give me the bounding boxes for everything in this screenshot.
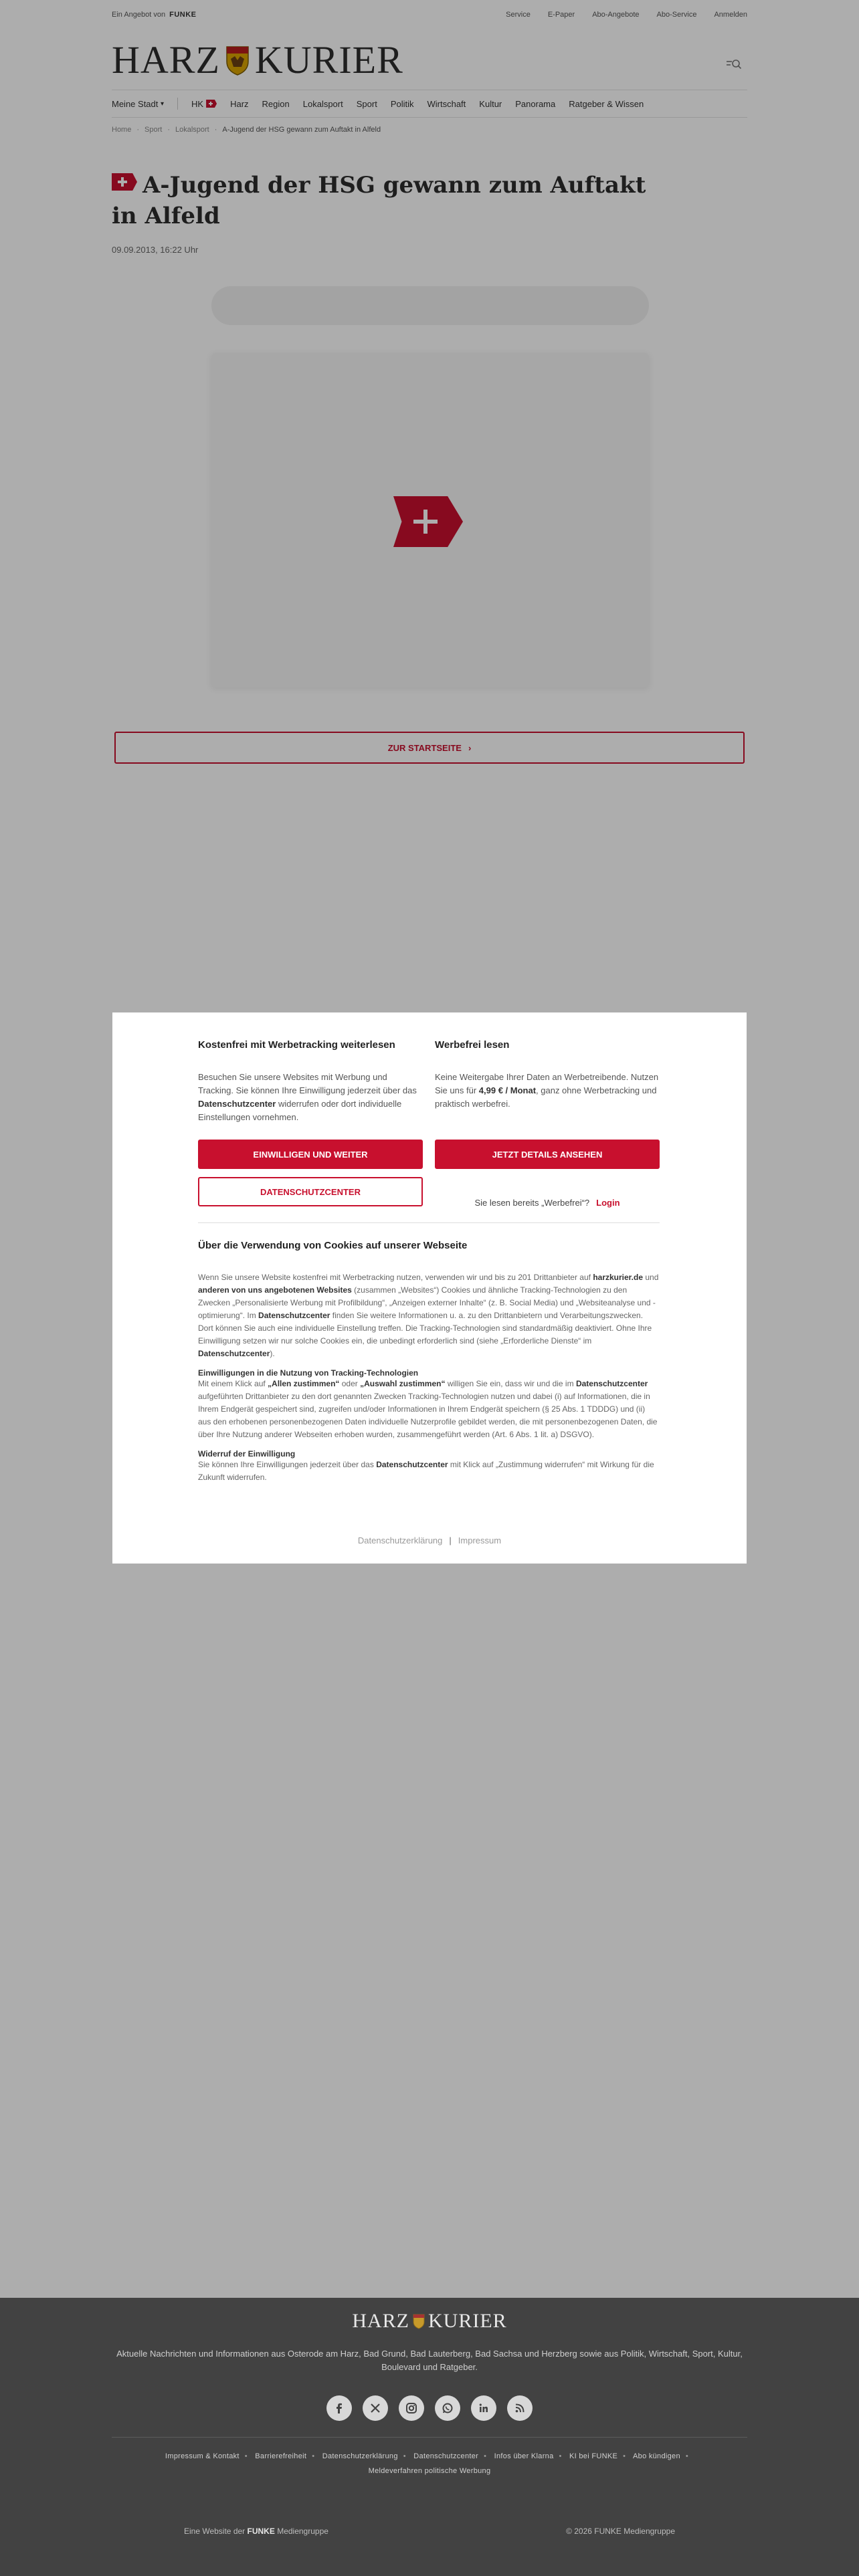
footer-link-klarna[interactable]: Infos über Klarna bbox=[494, 2452, 554, 2460]
consent-option-adfree bbox=[435, 1039, 660, 1111]
crest-icon bbox=[413, 2313, 425, 2329]
link-separator: | bbox=[449, 1535, 452, 1545]
consent-option-tracking bbox=[198, 1039, 423, 1124]
privacy-policy-link[interactable]: Datenschutzerklärung bbox=[357, 1535, 443, 1545]
x-icon[interactable] bbox=[363, 2395, 388, 2421]
footer-divider bbox=[112, 2437, 747, 2438]
cookie-info-paragraph-1: Wenn Sie unsere Website kostenfrei mit Werbetracking nutzen, verwenden wir und bis zu 201 Drittanbieter auf harzkurier.de und anderen von uns angebotenen Websites (zusammen „Websites“) Cookies und ähnliche Tracking-Technologien zu den Zwecken „Personalisierte Werbung mit Profilbildung“, „Anzeigen externer Inhalte“ (z. B. Social Media) und „Websiteanalyse und -optimierung“. Im Datenschutzcenter finden Sie weitere Informationen u. a. zu den Drittanbietern und Verarbeitungszwecken. Dort können Sie auch eine individuelle Einstellung treffen. Die Tracking-Technologien sind standardmäßig deaktiviert. Ohne Ihre Einwilligung setzen wir nur solche Cookies ein, die unbedingt erforderlich sind (siehe „Erforderliche Dienste“ im Datenschutzcenter). bbox=[198, 1273, 659, 1358]
footer-links: Impressum & Kontakt • Barrierefreiheit • Datenschutzerklärung • Datenschutzcenter • Infos über Klarna • KI bei FUNKE • Abo kündigen • Meldeverfahren politische Werbung bbox=[165, 2452, 689, 2475]
article-title-text: A-Jugend der HSG gewann zum Auftakt in Alfeld bbox=[112, 172, 646, 229]
footer-link-barrierefreiheit[interactable]: Barrierefreiheit bbox=[255, 2452, 307, 2460]
footer-link-ki[interactable]: KI bei FUNKE bbox=[569, 2452, 618, 2460]
funke-link[interactable]: FUNKE bbox=[247, 2527, 275, 2536]
consent-right-title: Werbefrei lesen bbox=[435, 1039, 510, 1051]
footer-link-impressum[interactable]: Impressum & Kontakt bbox=[165, 2452, 240, 2460]
topbar-link-service[interactable]: Service bbox=[506, 11, 531, 19]
nav-item-sport[interactable]: Sport bbox=[356, 98, 377, 109]
funke-logo[interactable]: FUNKE bbox=[169, 11, 197, 19]
topbar-link-login[interactable]: Anmelden bbox=[714, 11, 747, 19]
breadcrumb-home[interactable]: Home bbox=[112, 126, 132, 134]
nav-item-politik[interactable]: Politik bbox=[390, 98, 414, 109]
nav-item-wirtschaft[interactable]: Wirtschaft bbox=[427, 98, 466, 109]
logo-text-right: KURIER bbox=[254, 38, 403, 82]
linkedin-icon[interactable] bbox=[471, 2395, 496, 2421]
footer-link-meldeverfahren[interactable]: Meldeverfahren politische Werbung bbox=[368, 2467, 491, 2475]
cookie-info-title: Über die Verwendung von Cookies auf unserer Webseite bbox=[198, 1240, 468, 1251]
nav-item-lokalsport[interactable]: Lokalsport bbox=[302, 98, 343, 109]
nav-item-kultur[interactable]: Kultur bbox=[479, 98, 502, 109]
nav-item-region[interactable]: Region bbox=[262, 98, 290, 109]
breadcrumb-sep: · bbox=[214, 126, 217, 134]
topbar-link-abo-angebote[interactable]: Abo-Angebote bbox=[592, 11, 640, 19]
breadcrumb-sport[interactable]: Sport bbox=[145, 126, 163, 134]
nav-my-city[interactable]: Meine Stadt ▾ bbox=[112, 98, 165, 109]
cookie-info-paragraph-2: Mit einem Klick auf „Allen zustimmen“ oder „Auswahl zustimmen“ willigen Sie ein, dass wir und die im Datenschutzcenter aufgeführten Drittanbieter zu den dort genannten Zwecken Tracking-Technologien nutzen und dabei (i) auf Informationen, die in Ihrem Endgerät gespeichert sind, zugreifen und/oder Informationen in Ihrem Endgerät speichern (§ 25 Abs. 1 TDDDG) und (ii) aus den erhobenen personenbezogenen Daten individuelle Nutzerprofile gebildet werden, die mit personenbezogenen Daten, die über Ihre Nutzung anderer Webseiten erhoben wurden, zusammengeführt werden (Art. 6 Abs. 1 lit. a) DSGVO). bbox=[198, 1379, 658, 1439]
consent-dialog bbox=[112, 1012, 747, 1564]
article-date: 09.09.2013, 16:22 Uhr bbox=[112, 245, 199, 255]
cookie-info bbox=[198, 1240, 660, 1484]
nav-item-harz[interactable]: Harz bbox=[230, 98, 249, 109]
privacy-center-button[interactable]: DATENSCHUTZCENTER bbox=[198, 1177, 423, 1206]
consent-left-text: Besuchen Sie unsere Websites mit Werbung und Tracking. Sie können Ihre Einwilligung jederzeit über das Datenschutzcenter widerrufen oder dort individuelle Einstellungen vornehmen. bbox=[198, 1072, 417, 1122]
breadcrumb-sep: · bbox=[167, 126, 170, 134]
nav-item-ratgeber[interactable]: Ratgeber & Wissen bbox=[569, 98, 644, 109]
topbar-link-abo-service[interactable]: Abo-Service bbox=[656, 11, 697, 19]
cookie-info-heading-3: Widerruf der Einwilligung bbox=[198, 1449, 296, 1459]
footer-link-datenschutzerklaerung[interactable]: Datenschutzerklärung bbox=[322, 2452, 398, 2460]
offer-prefix: Ein Angebot von bbox=[112, 11, 166, 19]
footer-logo[interactable]: HARZ KURIER bbox=[352, 2310, 507, 2332]
login-link[interactable]: Login bbox=[596, 1197, 620, 1208]
social-links bbox=[0, 2395, 859, 2421]
footer-link-abo-kuendigen[interactable]: Abo kündigen bbox=[633, 2452, 680, 2460]
nav-item-panorama[interactable]: Panorama bbox=[515, 98, 556, 109]
cookie-info-paragraph-3: Sie können Ihre Einwilligungen jederzeit über das Datenschutzcenter mit Klick auf „Zustimmung widerrufen“ mit Wirkung für die Zukunft widerrufen. bbox=[198, 1460, 654, 1482]
topbar-link-epaper[interactable]: E-Paper bbox=[547, 11, 575, 19]
footer-copyright: © 2026 FUNKE Mediengruppe bbox=[566, 2527, 675, 2536]
chevron-down-icon: ▾ bbox=[161, 100, 165, 108]
breadcrumb-current: A-Jugend der HSG gewann zum Auftakt in Alfeld bbox=[222, 126, 381, 134]
rss-icon[interactable] bbox=[507, 2395, 533, 2421]
whatsapp-icon[interactable] bbox=[435, 2395, 460, 2421]
instagram-icon[interactable] bbox=[399, 2395, 424, 2421]
chevron-right-icon: › bbox=[468, 742, 472, 753]
cookie-info-heading-2: Einwilligungen in die Nutzung von Tracking-Technologien bbox=[198, 1368, 419, 1378]
accept-and-continue-button[interactable]: EINWILLIGEN UND WEITER bbox=[198, 1140, 423, 1169]
already-subscribed: Sie lesen bereits „Werbefrei“? Login bbox=[474, 1197, 620, 1208]
consent-left-title: Kostenfrei mit Werbetracking weiterlesen bbox=[198, 1039, 395, 1051]
footer-publisher: Eine Website der FUNKE Mediengruppe bbox=[184, 2527, 328, 2536]
consent-divider bbox=[198, 1222, 660, 1223]
view-details-button[interactable]: JETZT DETAILS ANSEHEN bbox=[435, 1140, 660, 1169]
footer-description: Aktuelle Nachrichten und Informationen aus Osterode am Harz, Bad Grund, Bad Lauterberg, Bad Sachsa und Herzberg sowie aus Politik, Wirtschaft, Sport, Kultur, Boulevard und Ratgeber. bbox=[116, 2349, 743, 2372]
home-button[interactable]: ZUR STARTSEITE › bbox=[114, 732, 745, 764]
privacy-center-inline: Datenschutzcenter bbox=[198, 1099, 276, 1109]
consent-right-text: Keine Weitergabe Ihrer Daten an Werbetreibende. Nutzen Sie uns für 4,99 € / Monat, ganz ohne Werbetracking und praktisch werbefrei. bbox=[435, 1072, 659, 1109]
breadcrumb-sep: · bbox=[136, 126, 140, 134]
adfree-price: 4,99 € / Monat bbox=[478, 1085, 537, 1095]
logo-text-left: HARZ bbox=[112, 38, 220, 82]
nav-item-hk[interactable]: HK bbox=[191, 99, 217, 109]
site-footer bbox=[0, 2298, 859, 2576]
footer-link-datenschutzcenter[interactable]: Datenschutzcenter bbox=[413, 2452, 479, 2460]
consent-footer-links bbox=[112, 1535, 747, 1545]
imprint-link[interactable]: Impressum bbox=[458, 1535, 502, 1545]
breadcrumb-lokalsport[interactable]: Lokalsport bbox=[175, 126, 209, 134]
facebook-icon[interactable] bbox=[326, 2395, 352, 2421]
